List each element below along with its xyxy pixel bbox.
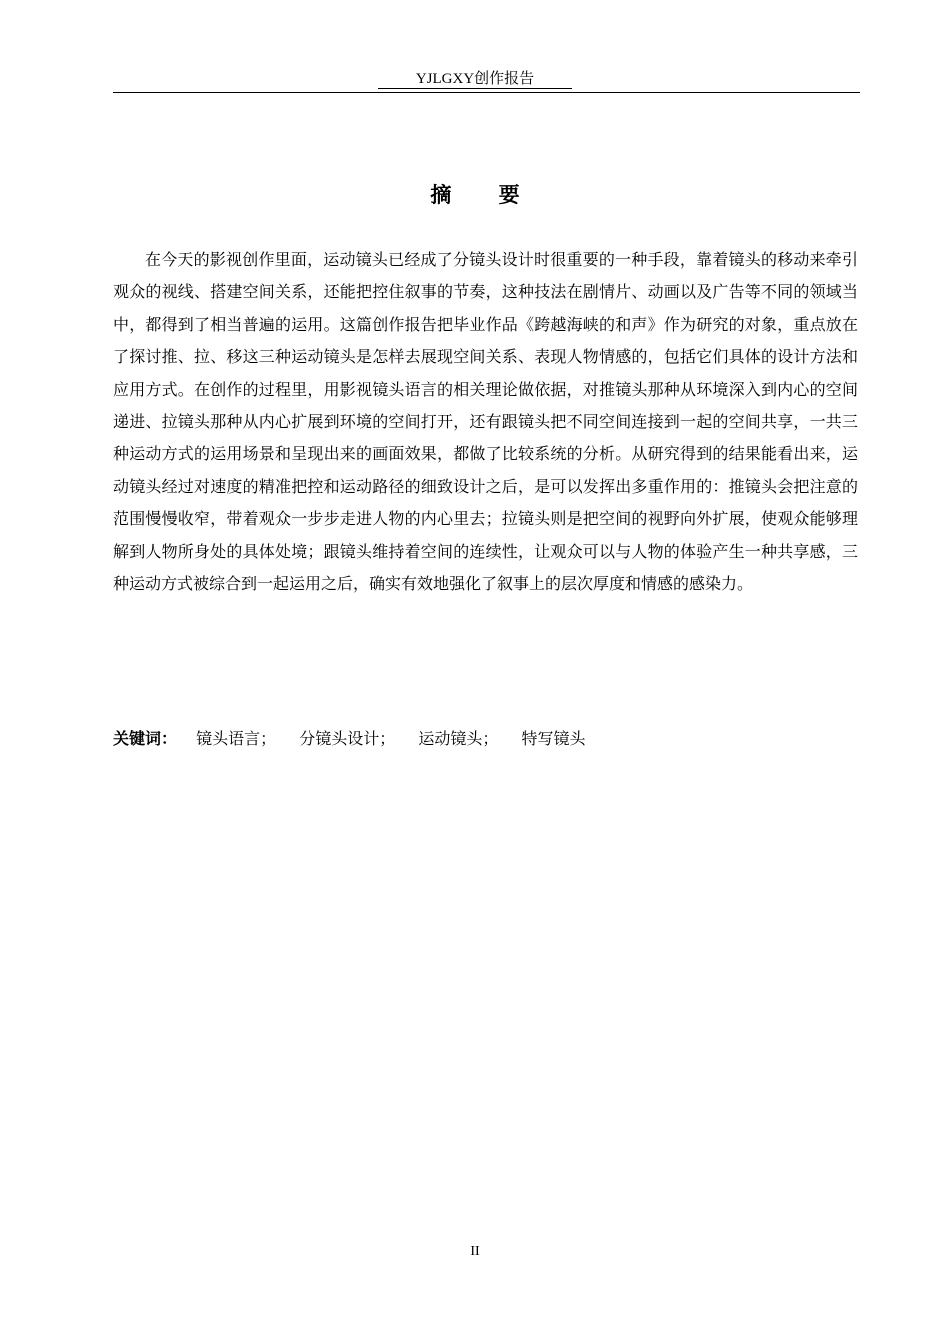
keyword-item: 分镜头设计；	[299, 729, 396, 748]
keyword-item: 运动镜头；	[418, 729, 499, 748]
keyword-item: 镜头语言；	[196, 729, 277, 748]
keyword-item: 特写镜头	[521, 729, 586, 748]
header-rule	[113, 92, 860, 93]
keywords-line	[113, 724, 858, 754]
page-header	[0, 70, 950, 89]
header-text: YJLGXY创作报告	[378, 70, 572, 89]
abstract-body: 在今天的影视创作里面，运动镜头已经成了分镜头设计时很重要的一种手段，靠着镜头的移动来牵引观众的视线、搭建空间关系，还能把控住叙事的节奏，这种技法在剧情片、动画以及广告等不同的领域当中，都得到了相当普遍的运用。这篇创作报告把毕业作品《跨越海峡的和声》作为研究的对象，重点放在了探讨推、拉、移这三种运动镜头是怎样去展现空间关系、表现人物情感的，包括它们具体的设计方法和应用方式。在创作的过程里，用影视镜头语言的相关理论做依据，对推镜头那种从环境深入到内心的空间递进、拉镜头那种从内心扩展到环境的空间打开，还有跟镜头把不同空间连接到一起的空间共享，一共三种运动方式的运用场景和呈现出来的画面效果，都做了比较系统的分析。从研究得到的结果能看出来，运动镜头经过对速度的精准把控和运动路径的细致设计之后，是可以发挥出多重作用的：推镜头会把注意的范围慢慢收窄，带着观众一步步走进人物的内心里去；拉镜头则是把空间的视野向外扩展，使观众能够理解到人物所身处的具体处境；跟镜头维持着空间的连续性，让观众可以与人物的体验产生一种共享感，三种运动方式被综合到一起运用之后，确实有效地强化了叙事上的层次厚度和情感的感染力。	[113, 250, 858, 594]
page-number: II	[470, 1244, 480, 1259]
keywords-label: 关键词：	[113, 729, 178, 748]
abstract-title: 摘 要	[430, 182, 540, 207]
